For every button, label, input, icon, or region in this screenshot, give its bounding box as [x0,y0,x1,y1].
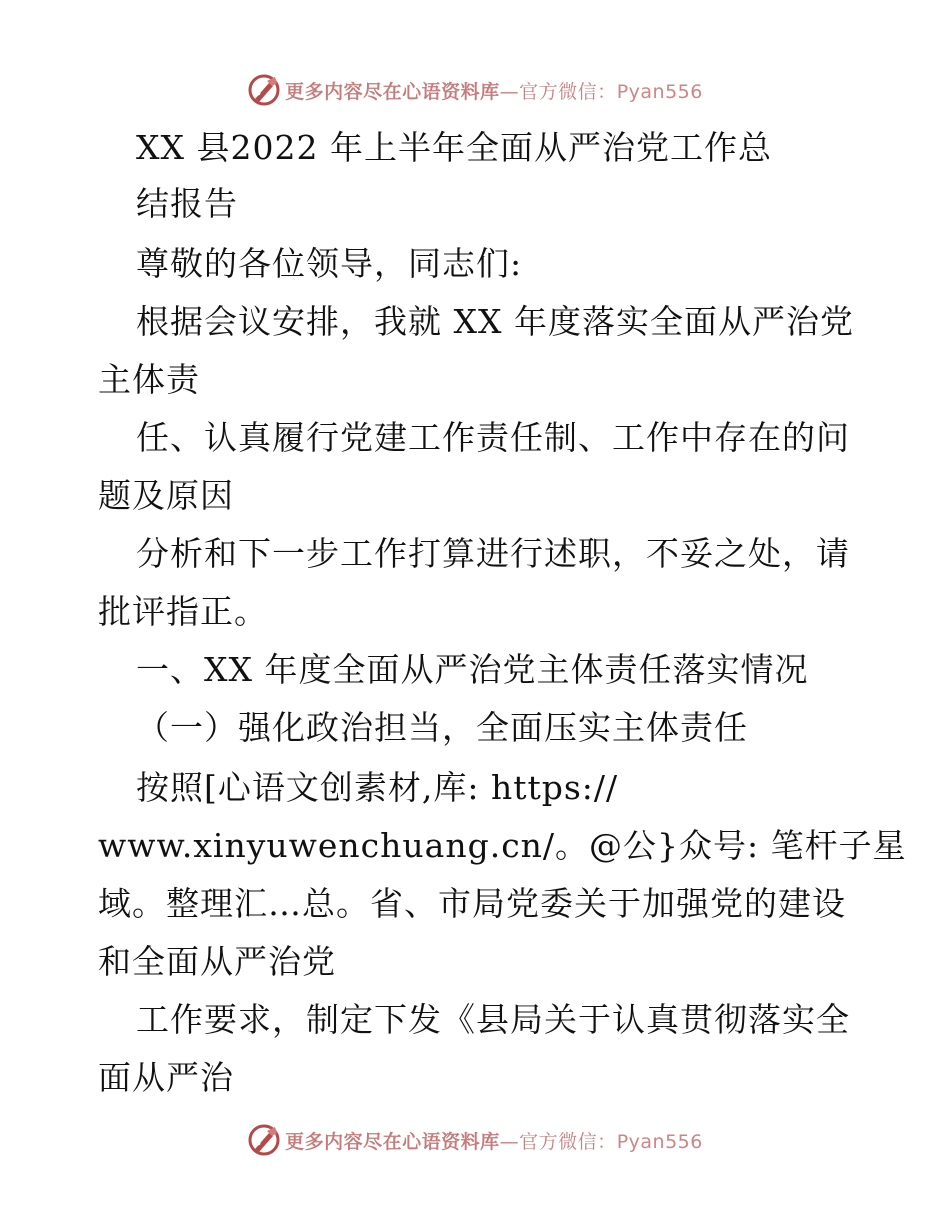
header-banner-text [285,77,703,104]
document-section-heading: 一、XX 年度全面从严治党主体责任落实情况 [136,650,809,689]
footer-banner-separator: — [499,1130,520,1153]
header-banner-separator: — [499,80,520,103]
pen-logo-icon [247,1123,281,1157]
header-banner-wechat-id: Pyan556 [616,80,703,103]
document-line: 任、认真履行党建工作责任制、工作中存在的问 [136,418,850,457]
footer-banner-text [285,1127,703,1154]
header-banner-wechat-label: 官方微信： [519,80,617,103]
footer-banner-main: 更多内容尽在心语资料库 [285,1130,500,1153]
pen-logo-icon [247,73,281,107]
document-line: 主体责 [98,360,200,399]
document-line: 域。整理汇…总。省、市局党委关于加强党的建设 [98,884,846,923]
document-line: 根据会议安排，我就 XX 年度落实全面从严治党 [136,302,854,341]
footer-banner [0,1120,950,1160]
document-line: 按照[心语文创素材,库: https:// [136,768,619,807]
header-banner [0,70,950,110]
document-title-line-2: 结报告 [136,184,238,223]
document-line: 题及原因 [98,476,234,515]
document-subsection-heading: （一）强化政治担当，全面压实主体责任 [136,708,748,747]
document-line: www.xinyuwenchuang.cn/。@公}众号: 笔杆子星 [98,826,907,865]
document-title-line-1: XX 县2022 年上半年全面从严治党工作总 [136,128,772,167]
document-line: 工作要求，制定下发《县局关于认真贯彻落实全 [136,1000,850,1039]
footer-banner-wechat-label: 官方微信： [519,1130,617,1153]
footer-banner-wechat-id: Pyan556 [616,1130,703,1153]
document-salutation: 尊敬的各位领导，同志们: [136,244,523,283]
document-line: 和全面从严治党 [98,942,336,981]
header-banner-main: 更多内容尽在心语资料库 [285,80,500,103]
document-line: 面从严治 [98,1058,234,1097]
document-line: 批评指正。 [98,592,268,631]
document-line: 分析和下一步工作打算进行述职，不妥之处，请 [136,534,850,573]
